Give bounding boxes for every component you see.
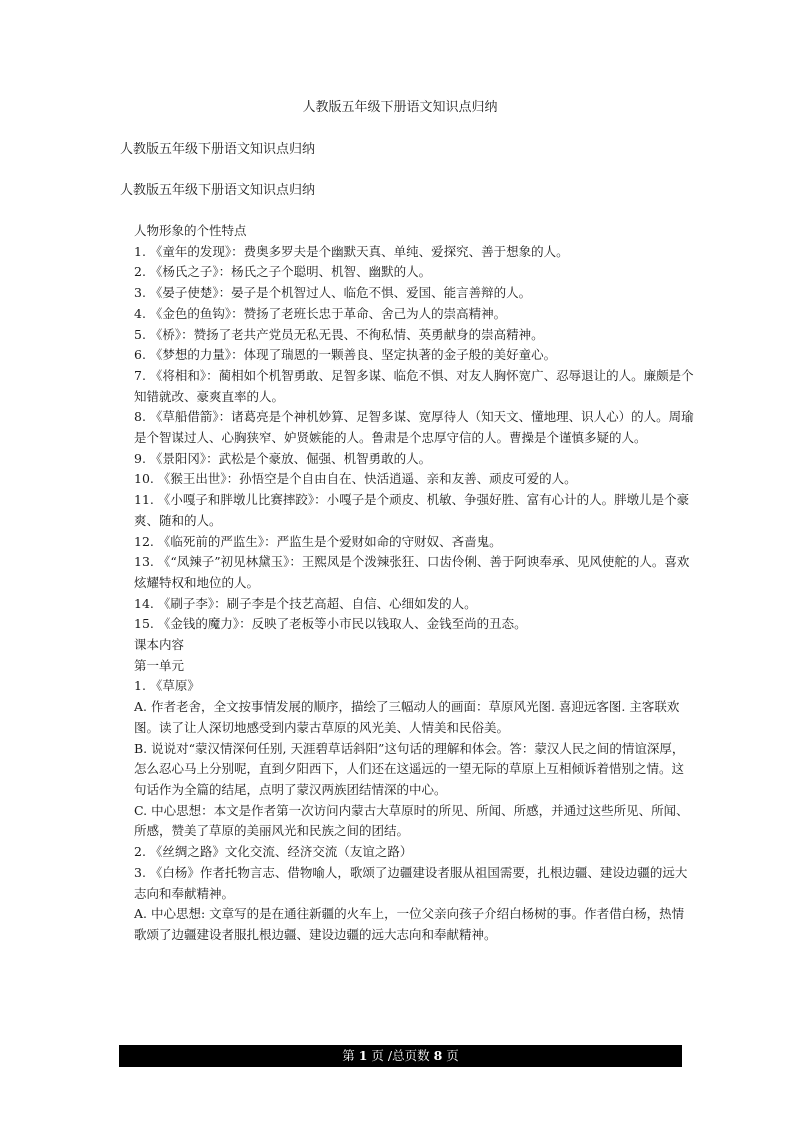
character-item-14: 14. 《刷子李》：刷子李是个技艺高超、自信、心细如发的人。 [134, 595, 477, 611]
section-title-lessons: 课本内容 [134, 637, 185, 653]
character-item-9: 9. 《景阳冈》：武松是个豪放、倔强、机智勇敢的人。 [134, 450, 432, 466]
lesson-3-point-a: A. 中心思想: 文章写的是在通往新疆的火车上，一位父亲向孩子介绍白杨树的事。作者借白杨，热情歌颂了边疆建设者服扎根边疆、建设边疆的远大志向和奉献精神。 [134, 906, 685, 942]
character-item-1: 1. 《童年的发现》：费奥多罗夫是个幽默天真、单纯、爱探究、善于想象的人。 [134, 243, 569, 259]
character-item-10: 10. 《猴王出世》：孙悟空是个自由自在、快活逍遥、亲和友善、顽皮可爱的人。 [134, 471, 577, 487]
lesson-1-point-a: A. 作者老舍，全文按事情发展的顺序，描绘了三幅动人的画面：草原风光图. 喜迎远客图. 主客联欢图。读了让人深切地感受到内蒙古草原的风光美、人情美和民俗美。 [134, 699, 680, 735]
character-item-12: 12. 《临死前的严监生》：严监生是个爱财如命的守财奴、吝啬鬼。 [134, 533, 502, 549]
page-title: 人教版五年级下册语文知识点归纳 [302, 100, 498, 115]
character-item-8: 8. 《草船借箭》：诸葛亮是个神机妙算、足智多谋、宽厚待人（知天文、懂地理、识人心）的人。周瑜是个智谋过人、心胸狭窄、妒贤嫉能的人。鲁肃是个忠厚守信的人。曹操是个谨慎多疑的人。 [134, 409, 694, 446]
character-item-11: 11. 《小嘎子和胖墩儿比赛摔跤》：小嘎子是个顽皮、机敏、争强好胜、富有心计的人。胖墩儿是个豪爽、随和的人。 [134, 492, 690, 528]
unit-title: 第一单元 [134, 657, 185, 673]
footer-page-prefix: 第 [342, 1048, 355, 1063]
section-title-characters: 人物形象的个性特点 [134, 223, 247, 238]
character-item-5: 5. 《桥》：赞扬了老共产党员无私无畏、不徇私情、英勇献身的崇高精神。 [134, 326, 544, 342]
character-item-15: 15. 《金钱的魔力》：反映了老板等小市民以钱取人、金钱至尚的丑态。 [134, 616, 527, 632]
footer-page-suffix: 页 [446, 1048, 459, 1063]
footer-page-mid: 页 /总页数 [371, 1048, 430, 1063]
page-footer [119, 1045, 682, 1067]
document-heading: 人教版五年级下册语文知识点归纳 [120, 142, 316, 157]
lesson-1-point-b: B. 说说对“蒙汉情深何任别, 天涯碧草话斜阳”这句话的理解和体会。答：蒙汉人民之间的情谊深厚，怎么忍心马上分别呢，直到夕阳西下，人们还在这遥远的一望无际的草原上互相倾诉着惜别之情。这句话作为全篇的结尾，点明了蒙汉两族团结情深的中心。 [134, 740, 685, 797]
character-item-2: 2. 《杨氏之子》：杨氏之子个聪明、机智、幽默的人。 [134, 264, 432, 280]
character-item-13: 13. 《“凤辣子”初见林黛玉》：王熙凤是个泼辣张狂、口齿伶俐、善于阿谀奉承、见风使舵的人。喜欢炫耀特权和地位的人。 [134, 554, 690, 590]
lesson-3: 3. 《白杨》作者托物言志、借物喻人，歌颂了边疆建设者服从祖国需要，扎根边疆、建设边疆的远大志向和奉献精神。 [134, 864, 688, 901]
footer-total-pages: 8 [433, 1048, 443, 1063]
footer-current-page: 1 [358, 1048, 368, 1063]
document-body [120, 221, 695, 946]
character-item-3: 3. 《晏子使楚》：晏子是个机智过人、临危不惧、爱国、能言善辩的人。 [134, 285, 532, 301]
lesson-2: 2. 《丝绸之路》文化交流、经济交流（友谊之路） [134, 844, 413, 860]
document-heading-repeat: 人教版五年级下册语文知识点归纳 [120, 183, 316, 198]
lesson-1-point-c: C. 中心思想：本文是作者第一次访问内蒙古大草原时的所见、所闻、所感，并通过这些所见、所闻、所感，赞美了草原的美丽风光和民族之间的团结。 [134, 802, 689, 839]
character-item-4: 4. 《金色的鱼钩》：赞扬了老班长忠于革命、舍己为人的崇高精神。 [134, 305, 507, 321]
lesson-1-title: 1. 《草原》 [134, 678, 200, 694]
character-item-7: 7. 《将相和》：蔺相如个机智勇敢、足智多谋、临危不惧、对友人胸怀宽广、忍辱退让的人。廉颇是个知错就改、豪爽直率的人。 [134, 367, 694, 404]
character-item-6: 6. 《梦想的力量》：体现了瑞恩的一颗善良、坚定执著的金子般的美好童心。 [134, 347, 557, 363]
